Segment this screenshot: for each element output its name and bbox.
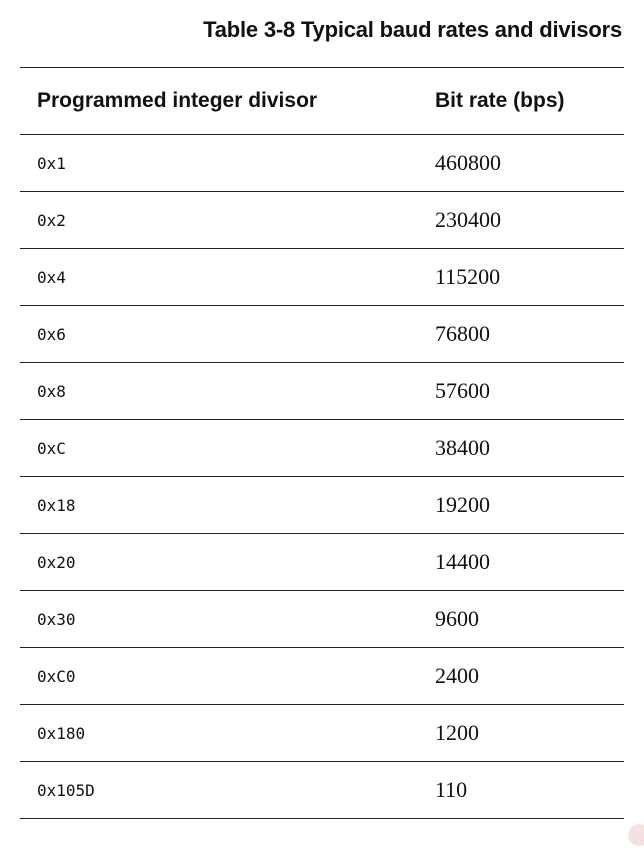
table-row xyxy=(20,534,624,591)
divisor-cell: 0x180 xyxy=(37,723,86,743)
table-row xyxy=(20,648,624,705)
bit-rate-cell: 110 xyxy=(435,777,468,802)
column-header-bit-rate: Bit rate (bps) xyxy=(435,89,565,112)
divisor-cell: 0xC0 xyxy=(37,666,76,686)
table-row xyxy=(20,249,624,306)
divisor-cell: 0x6 xyxy=(37,324,66,344)
bit-rate-cell: 1200 xyxy=(435,720,479,745)
bit-rate-cell: 19200 xyxy=(435,492,490,517)
table-row xyxy=(20,306,624,363)
divisor-cell: 0x1 xyxy=(37,153,66,173)
bit-rate-cell: 9600 xyxy=(435,606,479,631)
table-caption: Table 3-8 Typical baud rates and divisors xyxy=(203,17,622,42)
divisor-cell: 0x30 xyxy=(37,609,76,629)
bit-rate-cell: 76800 xyxy=(435,321,490,346)
bit-rate-cell: 57600 xyxy=(435,378,490,403)
bit-rate-cell: 14400 xyxy=(435,549,490,574)
table-row xyxy=(20,477,624,534)
watermark-mark xyxy=(628,824,644,846)
table-row xyxy=(20,192,624,249)
bit-rate-cell: 38400 xyxy=(435,435,490,460)
table-row xyxy=(20,762,624,819)
bit-rate-cell: 460800 xyxy=(435,150,501,175)
bit-rate-cell: 115200 xyxy=(435,264,501,289)
divisor-cell: 0x18 xyxy=(37,495,76,515)
table-row xyxy=(20,705,624,762)
divisor-cell: 0x105D xyxy=(37,780,95,800)
bit-rate-cell: 230400 xyxy=(435,207,501,232)
column-header-divisor: Programmed integer divisor xyxy=(37,89,318,112)
bit-rate-cell: 2400 xyxy=(435,663,479,688)
table-row xyxy=(20,591,624,648)
baud-rate-table xyxy=(20,67,624,819)
divisor-cell: 0x4 xyxy=(37,267,66,287)
table-row xyxy=(20,363,624,420)
table-row xyxy=(20,420,624,477)
divisor-cell: 0x2 xyxy=(37,210,66,230)
table-header-row xyxy=(20,68,624,135)
table-row xyxy=(20,135,624,192)
divisor-cell: 0x20 xyxy=(37,552,76,572)
divisor-cell: 0xC xyxy=(37,438,66,458)
divisor-cell: 0x8 xyxy=(37,381,66,401)
